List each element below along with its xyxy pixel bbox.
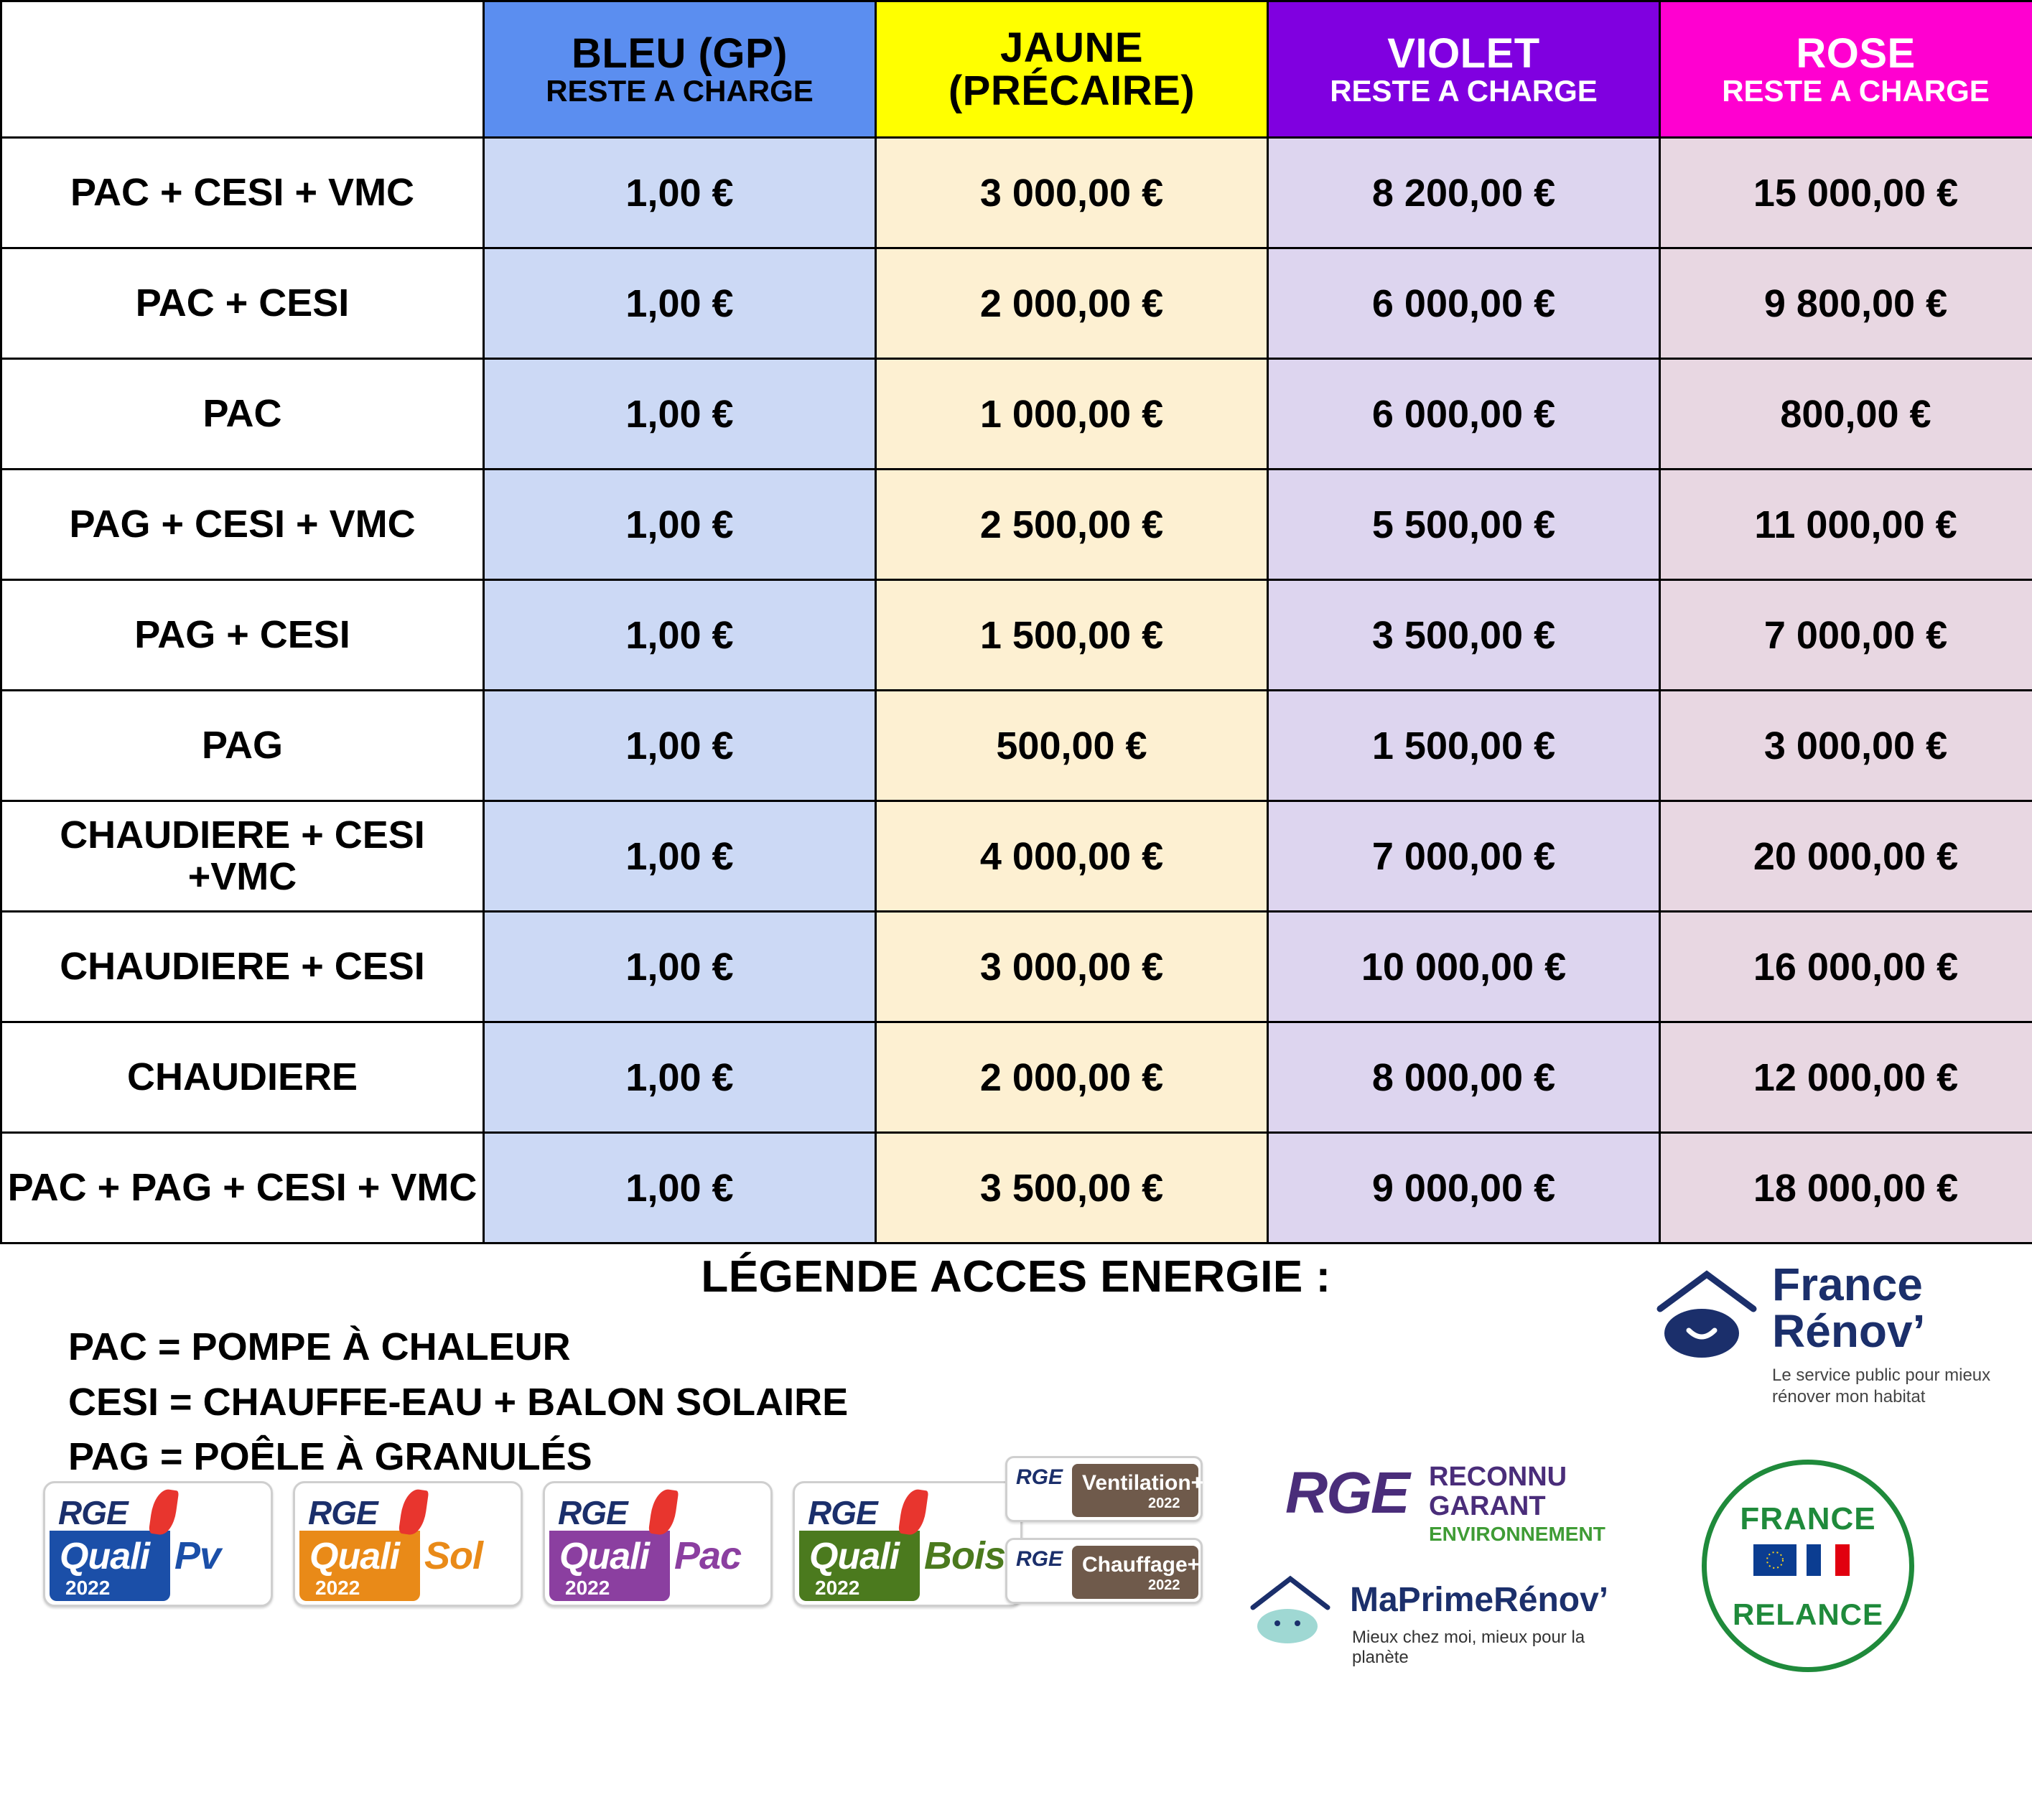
table-row [1,1133,2032,1243]
cell-rose: 16 000,00 € [1660,912,2032,1022]
row-label: PAC + CESI [1,248,484,359]
row-label: CHAUDIERE + CESI [1,912,484,1022]
cell-bleu: 1,00 € [484,248,876,359]
flame-icon [399,1488,429,1536]
cell-jaune: 4 000,00 € [876,801,1268,912]
table-row [1,1022,2032,1133]
row-label: PAG + CESI + VMC [1,470,484,580]
cell-violet: 5 500,00 € [1268,470,1660,580]
header-rose-title: ROSE [1796,29,1916,77]
table-row [1,912,2032,1022]
rge-abbrev: RGE [1285,1460,1409,1526]
flame-icon [149,1488,180,1536]
cell-bleu: 1,00 € [484,470,876,580]
badge-quali-label: Quali [309,1536,400,1577]
rge-badge-qualipac [543,1481,773,1607]
cell-jaune: 3 000,00 € [876,138,1268,248]
cell-bleu: 1,00 € [484,1022,876,1133]
cell-violet: 9 000,00 € [1268,1133,1660,1243]
badge-name: Bois [924,1534,1006,1577]
table-row [1,801,2032,912]
cell-violet: 7 000,00 € [1268,801,1660,912]
france-renov-logo [1651,1251,2018,1417]
badge-rge-label: RGE [308,1494,378,1531]
france-renov-name [1772,1259,1926,1358]
header-violet [1268,1,1660,138]
flame-icon [648,1488,679,1536]
france-flag-icon [1807,1544,1850,1576]
header-rose [1660,1,2032,138]
legend-definitions [68,1320,848,1485]
badge-name: Ventilation+ [1082,1471,1204,1495]
badge-quali-label: Quali [60,1536,150,1577]
legend-line-pag: PAG = POÊLE À GRANULÉS [68,1435,592,1479]
badge-year: 2022 [1148,1577,1180,1593]
relance-bottom-text: RELANCE [1732,1597,1883,1631]
maprimerenov-name: MaPrimeRénov’ [1350,1581,1609,1619]
cell-bleu: 1,00 € [484,912,876,1022]
badge-name: Sol [424,1534,483,1577]
table-header [1,1,2032,138]
rge-badge-chauffage [1005,1538,1203,1604]
rge-reconnu-garant-logo [1285,1460,1623,1553]
cell-rose: 20 000,00 € [1660,801,2032,912]
badge-year: 2022 [315,1577,360,1599]
header-rose-subtitle: RESTE A CHARGE [1722,73,1990,108]
cell-rose: 11 000,00 € [1660,470,2032,580]
header-bleu [484,1,876,138]
cell-rose: 15 000,00 € [1660,138,2032,248]
small-badges-column [1005,1456,1203,1620]
table-row [1,580,2032,691]
cell-jaune: 3 000,00 € [876,912,1268,1022]
row-label: CHAUDIERE [1,1022,484,1133]
france-renov-line1: France [1772,1259,1923,1310]
cell-rose: 7 000,00 € [1660,580,2032,691]
header-jaune [876,1,1268,138]
cell-bleu: 1,00 € [484,691,876,801]
header-bleu-title: BLEU (GP) [572,29,788,77]
cell-violet: 8 000,00 € [1268,1022,1660,1133]
badge-year: 2022 [815,1577,860,1599]
rge-line-environnement: ENVIRONNEMENT [1429,1523,1605,1545]
rge-badges-row [43,1481,1022,1607]
rge-line-garant: GARANT [1429,1491,1546,1522]
rge-badge-qualipv [43,1481,273,1607]
cell-jaune: 1 000,00 € [876,359,1268,470]
legend-section [0,1244,2032,1693]
legend-title: LÉGENDE ACCES ENERGIE : [701,1252,1331,1302]
table-body [1,138,2032,1243]
header-violet-title: VIOLET [1387,29,1540,77]
badge-year: 2022 [1148,1495,1180,1511]
cell-bleu: 1,00 € [484,359,876,470]
badge-quali-label: Quali [809,1536,900,1577]
badge-name: Pv [174,1534,221,1577]
france-relance-logo [1702,1460,1917,1675]
header-row [1,1,2032,138]
table-row [1,138,2032,248]
cell-jaune: 2 500,00 € [876,470,1268,580]
header-violet-subtitle: RESTE A CHARGE [1330,73,1598,108]
cell-bleu: 1,00 € [484,138,876,248]
cell-rose: 9 800,00 € [1660,248,2032,359]
rge-badge-ventilation [1005,1456,1203,1522]
flame-icon [898,1488,929,1536]
cell-jaune: 1 500,00 € [876,580,1268,691]
rge-line-reconnu: RECONNU [1429,1462,1567,1492]
table-row [1,248,2032,359]
header-bleu-subtitle: RESTE A CHARGE [546,73,814,108]
rge-full-name [1429,1462,1567,1521]
maprimerenov-tagline: Mieux chez moi, mieux pour la planète [1352,1628,1585,1667]
relance-flags [1753,1544,1850,1576]
row-label: PAC [1,359,484,470]
cell-rose: 18 000,00 € [1660,1133,2032,1243]
cell-violet: 6 000,00 € [1268,248,1660,359]
cell-bleu: 1,00 € [484,580,876,691]
eu-flag-icon [1753,1544,1796,1576]
badge-quali-label: Quali [559,1536,650,1577]
table-row [1,470,2032,580]
cell-jaune: 2 000,00 € [876,1022,1268,1133]
legend-line-cesi: CESI = CHAUFFE-EAU + BALON SOLAIRE [68,1380,849,1424]
cell-violet: 1 500,00 € [1268,691,1660,801]
badge-rge-label: RGE [558,1494,628,1531]
header-jaune-title: JAUNE [999,24,1144,72]
france-renov-line2: Rénov’ [1772,1305,1926,1358]
cell-violet: 8 200,00 € [1268,138,1660,248]
row-label: PAG + CESI [1,580,484,691]
badge-rge-label: RGE [1016,1465,1063,1489]
cell-violet: 3 500,00 € [1268,580,1660,691]
cell-jaune: 3 500,00 € [876,1133,1268,1243]
cell-rose: 3 000,00 € [1660,691,2032,801]
relance-top-text: FRANCE [1740,1501,1876,1536]
rge-badge-qualibois [793,1481,1022,1607]
row-label: CHAUDIERE + CESI +VMC [1,801,484,912]
row-label: PAC + PAG + CESI + VMC [1,1133,484,1243]
cell-rose: 800,00 € [1660,359,2032,470]
row-label: PAC + CESI + VMC [1,138,484,248]
house-icon [1651,1267,1763,1361]
france-renov-tagline1: Le service public pour mieux [1772,1366,1991,1385]
cell-bleu: 1,00 € [484,1133,876,1243]
france-renov-tagline2: rénover mon habitat [1772,1387,1926,1406]
badge-rge-label: RGE [1016,1547,1063,1571]
cell-bleu: 1,00 € [484,801,876,912]
badge-name: Chauffage+ [1082,1553,1201,1577]
table-row [1,359,2032,470]
cell-rose: 12 000,00 € [1660,1022,2032,1133]
house-cloud-icon [1246,1573,1339,1645]
header-empty-cell [1,1,484,138]
badge-year: 2022 [565,1577,610,1599]
cell-jaune: 500,00 € [876,691,1268,801]
badge-year: 2022 [65,1577,111,1599]
table-row [1,691,2032,801]
cell-jaune: 2 000,00 € [876,248,1268,359]
maprimerenov-logo [1246,1567,1619,1675]
header-jaune-subtitle: (PRÉCAIRE) [948,67,1196,114]
badge-name: Pac [674,1534,742,1577]
row-label: PAG [1,691,484,801]
france-renov-tagline [1772,1365,1990,1408]
cell-violet: 10 000,00 € [1268,912,1660,1022]
cell-violet: 6 000,00 € [1268,359,1660,470]
rge-badge-qualisol [293,1481,523,1607]
legend-line-pac: PAC = POMPE À CHALEUR [68,1325,571,1368]
badge-rge-label: RGE [58,1494,128,1531]
badge-rge-label: RGE [808,1494,877,1531]
